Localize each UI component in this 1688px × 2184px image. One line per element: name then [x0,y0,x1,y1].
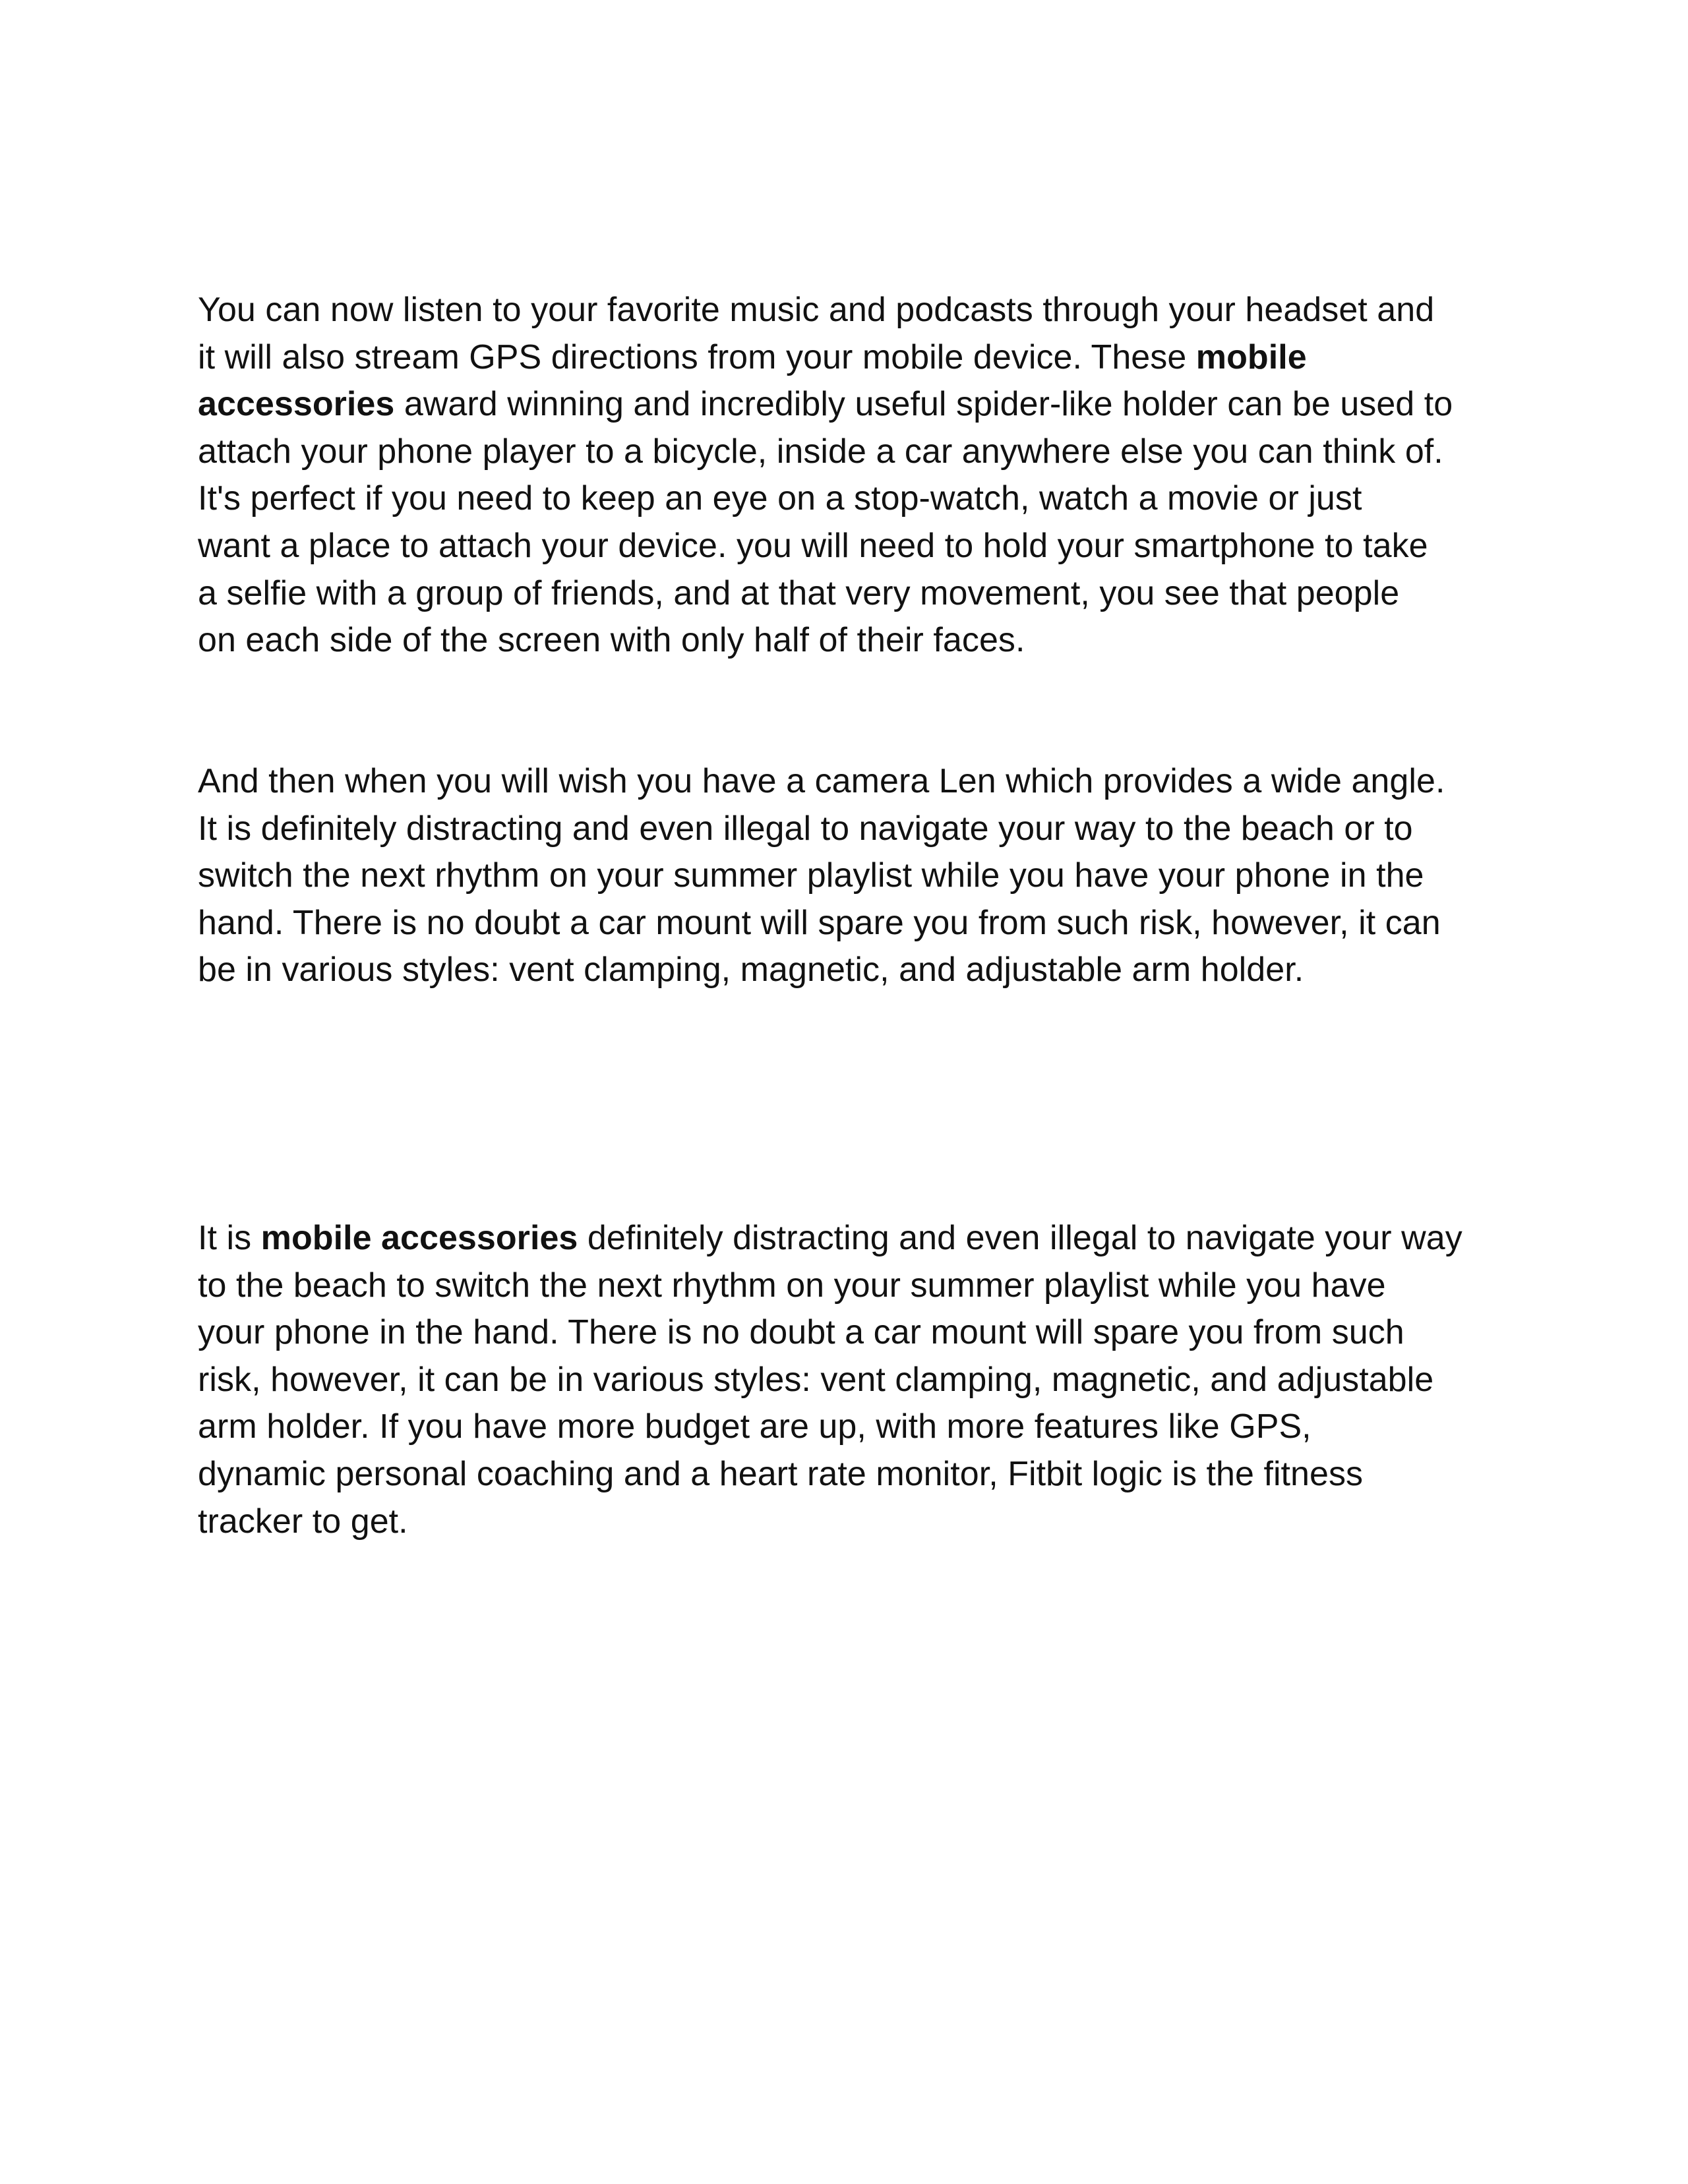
paragraph-line [198,900,1490,947]
bold-keyword: accessories [198,385,395,424]
paragraph-line [198,1498,1490,1546]
text-run: a selfie with a group of friends, and at that very movement, you see that people [198,574,1400,612]
bold-keyword: mobile [1195,338,1307,376]
bold-keyword: mobile accessories [260,1219,578,1257]
text-run: switch the next rhythm on your summer playlist while you have your phone in the [198,856,1424,895]
text-run: And then when you will wish you have a camera Len which provides a wide angle. [198,762,1445,800]
paragraph-line [198,1262,1490,1310]
paragraph-line [198,1309,1490,1357]
text-run: It is definitely distracting and even illegal to navigate your way to the beach or to [198,809,1413,848]
text-run: arm holder. If you have more budget are up, with more features like GPS, [198,1407,1311,1446]
paragraph-line [198,475,1490,523]
paragraph-3 [198,1215,1490,1545]
text-run: on each side of the screen with only half of their faces. [198,621,1025,660]
text-run: definitely distracting and even illegal to navigate your way [578,1219,1462,1257]
text-run: be in various styles: vent clamping, magnetic, and adjustable arm holder. [198,951,1304,989]
paragraph-line [198,287,1490,334]
paragraph-2 [198,758,1490,994]
paragraph-line [198,1403,1490,1451]
paragraph-line [198,852,1490,900]
text-run: your phone in the hand. There is no doubt a car mount will spare you from such [198,1313,1404,1352]
text-run: It's perfect if you need to keep an eye on a stop-watch, watch a movie or just [198,479,1362,518]
paragraph-line [198,334,1490,382]
paragraph-line [198,758,1490,806]
paragraph-line [198,1451,1490,1498]
paragraph-line [198,1215,1490,1262]
paragraph-1 [198,287,1490,664]
text-run: award winning and incredibly useful spider-like holder can be used to [394,385,1453,424]
text-run: want a place to attach your device. you will need to hold your smartphone to take [198,526,1428,565]
text-run: risk, however, it can be in various styles: vent clamping, magnetic, and adjustable [198,1360,1434,1399]
text-run: It is [198,1219,261,1257]
text-run: it will also stream GPS directions from your mobile device. These [198,338,1196,376]
text-run: You can now listen to your favorite music and podcasts through your headset and [198,291,1435,329]
paragraph-line [198,1357,1490,1404]
paragraph-line [198,947,1490,994]
paragraph-line [198,617,1490,664]
paragraph-line [198,381,1490,428]
text-run: tracker to get. [198,1502,408,1541]
paragraph-line [198,806,1490,853]
text-run: to the beach to switch the next rhythm on your summer playlist while you have [198,1266,1386,1305]
paragraph-line [198,570,1490,618]
text-run: attach your phone player to a bicycle, inside a car anywhere else you can think of. [198,432,1443,471]
text-run: dynamic personal coaching and a heart rate monitor, Fitbit logic is the fitness [198,1454,1364,1493]
text-run: hand. There is no doubt a car mount will spare you from such risk, however, it can [198,903,1441,942]
paragraph-line [198,523,1490,570]
paragraph-line [198,428,1490,476]
